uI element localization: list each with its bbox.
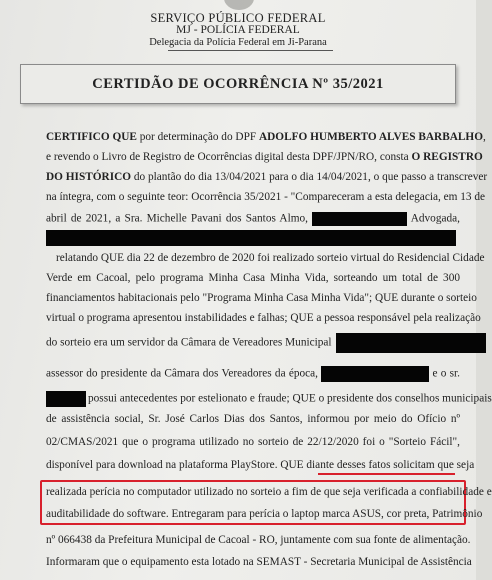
text-run: por determinação do DPF bbox=[136, 131, 259, 143]
org-line-1: SERVIÇO PÚBLICO FEDERAL bbox=[150, 11, 326, 25]
bold-phrase: DO HISTÓRICO bbox=[46, 171, 132, 183]
text-run: do sorteio era um servidor da Câmara de Vereadores Municipal bbox=[46, 336, 332, 349]
red-underline-annotation bbox=[318, 473, 455, 475]
text-run: e o sr. bbox=[429, 367, 460, 380]
body-line-2 bbox=[46, 151, 483, 163]
body-line-4: na íntegra, com o seguinte teor: Ocorrência 35/2021 - "Compareceram a esta delegacia, em 13 de bbox=[46, 191, 486, 203]
redaction-bar bbox=[46, 230, 456, 246]
body-line-1 bbox=[46, 131, 486, 143]
body-line-3 bbox=[46, 171, 488, 183]
header-divider bbox=[168, 50, 333, 51]
text-run: abril de 2021, a Sra. Michelle Pavani dos Santos Almo, bbox=[46, 212, 313, 225]
text-run: Advogada, bbox=[407, 212, 460, 225]
text-run: , bbox=[483, 131, 486, 143]
redaction-bar bbox=[312, 212, 407, 226]
body-line-10: virtual o programa apresentou instabilidades e falhas; QUE a pessoa responsável pela realização bbox=[46, 312, 481, 324]
body-line-15: 02/CMAS/2021 que o programa utilizado no sorteio de 22/12/2020 foi o "Sorteio Fácil", bbox=[46, 436, 460, 448]
delegate-name: ADOLFO HUMBERTO ALVES BARBALHO bbox=[258, 131, 484, 143]
body-line-6 bbox=[46, 230, 460, 246]
body-line-18: auditabilidade do software. Entregaram para perícia o laptop marca ASUS, cor preta, Patrimônio bbox=[46, 508, 483, 520]
body-line-17: realizada perícia no computador utilizado no sorteio a fim de que seja verificada a confiabilidade e bbox=[46, 486, 492, 498]
coat-of-arms-seal bbox=[224, 0, 254, 10]
title-box bbox=[20, 64, 456, 104]
body-line-16: disponível para download na plataforma PlayStore. QUE diante desses fatos solicitam que seja bbox=[46, 459, 475, 471]
document-title: CERTIDÃO DE OCORRÊNCIA Nº 35/2021 bbox=[92, 76, 384, 92]
org-line-3: Delegacia da Polícia Federal em Ji-Parana bbox=[149, 37, 327, 48]
body-line-12 bbox=[46, 366, 460, 382]
body-line-11 bbox=[46, 333, 460, 353]
body-line-13 bbox=[46, 391, 492, 407]
redaction-bar bbox=[46, 391, 86, 407]
text-run: e revendo o Livro de Registro de Ocorrências digital desta DPF/JPN/RO, consta bbox=[46, 151, 412, 163]
body-line-8: Verde em Cacoal, pelo programa Minha Casa Minha Vida, sorteando um total de 300 bbox=[46, 272, 460, 284]
redaction-bar bbox=[321, 366, 429, 382]
text-run: assessor do presidente da Câmara dos Vereadores da época, bbox=[46, 367, 322, 380]
body-line-19: nº 066438 da Prefeitura Municipal de Cacoal - RO, juntamente com sua fonte de alimentação. bbox=[46, 534, 471, 546]
org-line-2: MJ - POLÍCIA FEDERAL bbox=[176, 24, 300, 36]
redaction-bar bbox=[336, 333, 486, 353]
body-line-14: de assistência social, Sr. José Carlos Dias dos Santos, informou por meio do Ofício nº bbox=[46, 413, 460, 425]
body-line-9: financiamentos habitacionais pelo "Programa Minha Casa Minha Vida"; QUE durante o sorteio bbox=[46, 292, 477, 304]
body-line-5 bbox=[46, 212, 460, 226]
body-line-7: relatando QUE dia 22 de dezembro de 2020 foi realizado sorteio virtual do Residencial Cidade bbox=[56, 252, 485, 264]
body-line-20: Informaram que o equipamento esta lotado na SEMAST - Secretaria Municipal de Assistência bbox=[46, 556, 472, 568]
text-run: do plantão do dia 13/04/2021 para o dia 14/04/2021, o que passo a transcrever bbox=[131, 171, 488, 183]
text-run: possui antecedentes por estelionato e fraude; QUE o presidente dos conselhos municipais bbox=[88, 392, 492, 405]
certifico-lead: CERTIFICO QUE bbox=[46, 131, 137, 143]
bold-phrase: O REGISTRO bbox=[411, 151, 483, 163]
